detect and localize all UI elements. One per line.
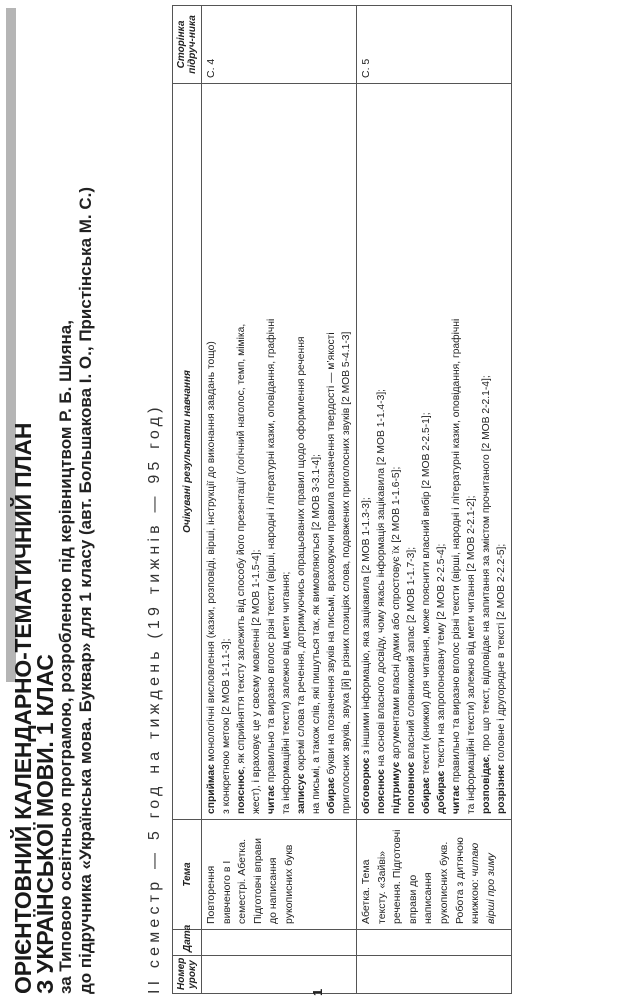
outcome-line: жест), і враховує це у своєму мовленні [2 МОВ 1-1.5-4]; — [251, 549, 262, 814]
table-row — [202, 6, 357, 994]
outcome-line: обговорює з іншими інформацію, яка зацікавила [2 МОВ 1-1.3-3]; — [361, 497, 372, 814]
outcome-line: пояснює, як сприйняття тексту залежить від способу його презентації (логічний наголос, темп, міміка, — [236, 323, 247, 814]
header-date: Дата — [173, 930, 202, 956]
outcome-line: та інформаційні тексти) залежно від мети читання; — [281, 571, 292, 814]
lesson-number-cell — [202, 956, 357, 994]
lesson-number-cell — [357, 956, 512, 994]
date-cell — [202, 930, 357, 956]
title-block — [12, 4, 96, 994]
outcome-line: обирає тексти (книжки) для читання, може пояснити власний вибір [2 МОВ 2-2.5-1]; — [421, 412, 432, 814]
outcome-line: читає правильно та виразно вголос різні тексти (вірші, народні і літературні казки, оповідання, графічні — [266, 318, 277, 814]
outcomes-cell — [357, 84, 512, 820]
outcomes-cell — [202, 84, 357, 820]
topic-italic-text: читаю вірші про зиму — [469, 842, 497, 924]
topic-text: Абетка. Тема тексту. «Зайві» речення. Підготовчі вправи до написання рукописних букв. Робота з дитячою книжкою: — [360, 829, 482, 924]
outcome-line: добирає тексти на запропоновану тему [2 МОВ 2-2.5-4]; — [436, 543, 447, 814]
outcome-line: та інформаційні тексти) залежно від мети читання [2 МОВ 2-2.1-2]; — [466, 495, 477, 814]
subtitle-line-2: до підручника «Українська мова. Буквар» для 1 класу (авт. Большакова І. О., Пристінська М. С.) — [76, 186, 95, 994]
textbook-page-cell: С. 4 — [202, 6, 357, 84]
header-topic: Тема — [173, 820, 202, 930]
header-textbook-page: Сторінка підруч-ника — [173, 6, 202, 84]
calendar-plan-table — [172, 5, 512, 994]
outcome-line: записує окремі слова та речення, дотримуючись опрацьованих правил щодо оформлення речення — [296, 336, 307, 814]
outcome-line: з конкретною метою [2 МОВ 1-1.1-3]; — [221, 638, 232, 814]
outcome-line: поповнює власний словниковий запас [2 МОВ 1-1.7-3]; — [406, 546, 417, 814]
title-line-1: ОРІЄНТОВНИЙ КАЛЕНДАРНО-ТЕМАТИЧНИЙ ПЛАН — [10, 422, 36, 994]
title-line-2: З УКРАЇНСЬКОЇ МОВИ. 1 КЛАС — [32, 654, 58, 994]
header-lesson-number: Номер уроку — [173, 956, 202, 994]
table-row — [357, 6, 512, 994]
outcome-line: обирає букви на позначення звуків на письмі, враховуючи правила позначення твердості — м’якості — [326, 332, 337, 814]
outcome-line: підтримує аргументами власні думки або спростовує їх [2 МОВ 1-1.6-5]; — [391, 466, 402, 814]
outcome-line: розповідає, про що текст, відповідає на запитання за змістом прочитаного [2 МОВ 2-2.1-4]; — [481, 375, 492, 814]
outcome-line: сприймає монологічні висловлення (казки, розповіді, вірші, інструкції до виконання завдань тощо) — [206, 341, 217, 814]
date-cell — [357, 930, 512, 956]
outcome-line: читає правильно та виразно вголос різні тексти (вірші, народні і літературні казки, оповідання, графічні — [451, 318, 462, 814]
outcome-line: на письмі, а також слів, які пишуться так, як вимовляються [2 МОВ 3-3.1-4]; — [311, 454, 322, 814]
outcome-line: приголосних звуків, звука [й] в різних позиціях слова, подовжених приголосних звуків [2 МОВ 5-4.1-3] — [341, 331, 352, 814]
outcome-line: розрізняє головне і другорядне в тексті [2 МОВ 2-2.2-5]; — [496, 543, 507, 814]
outcome-line: пояснює на основі власного досвіду, чому якась інформація зацікавила [2 МОВ 1-1.4-3]; — [376, 388, 387, 814]
page-number: 1 — [310, 988, 325, 996]
table-header-row — [173, 6, 202, 994]
topic-cell: Повторення вивченого в І семестрі. Абетка. Підготовчі вправи до написання рукописних букв — [202, 820, 357, 930]
semester-caption: ІІ семестр — 5 год на тиждень (19 тижнів — 95 год) — [146, 403, 163, 994]
subtitle-line-1: за Типовою освітньою програмою, розробленою під керівництвом Р. Б. Шияна, — [56, 320, 75, 994]
topic-cell — [357, 820, 512, 930]
header-outcomes: Очікувані результати навчання — [173, 84, 202, 820]
textbook-page-cell: С. 5 — [357, 6, 512, 84]
